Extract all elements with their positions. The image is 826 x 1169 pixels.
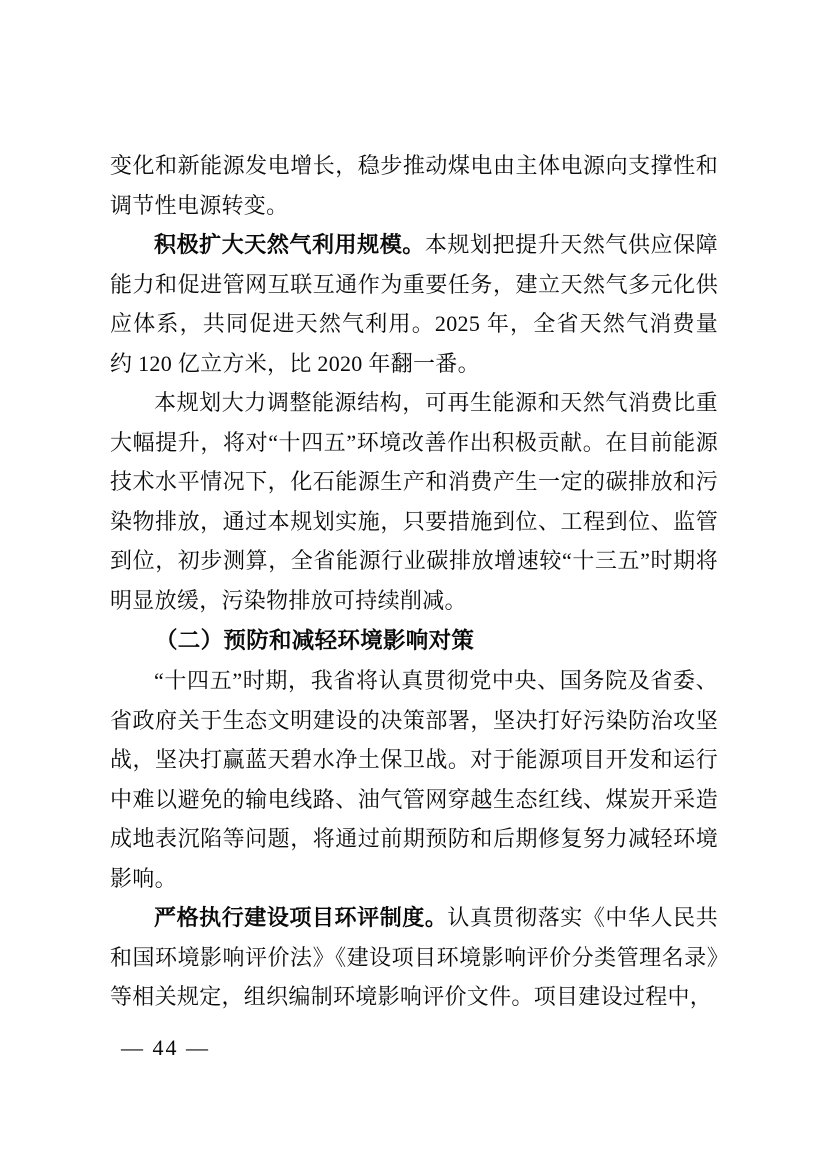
page-number: — 44 — xyxy=(121,1035,210,1060)
paragraph-eia-system xyxy=(110,898,718,1017)
paragraph-text: 认真贯彻落实《中华人民共和国环境影响评价法》《建设项目环境影响评价分类管理名录》等相关规定，组织编制环境影响评价文件。项目建设过程中， xyxy=(110,905,718,1009)
section-heading-prevention: （二）预防和减轻环境影响对策 xyxy=(155,628,475,653)
paragraph-text: “十四五”时期，我省将认真贯彻党中央、国务院及省委、省政府关于生态文明建设的决策部署，坚决打好污染防治攻坚战，坚决打赢蓝天碧水净土保卫战。对于能源项目开发和运行中难以避免的输电线路、油气管网穿越生态红线、煤炭开采造成地表沉陷等问题，将通过前期预防和后期修复努力减轻环境影响。 xyxy=(110,668,718,891)
paragraph-gas-utilization xyxy=(110,225,718,383)
paragraph-energy-structure xyxy=(110,383,718,620)
page-body xyxy=(110,146,718,1017)
paragraph-text: 变化和新能源发电增长，稳步推动煤电由主体电源向支撑性和调节性电源转变。 xyxy=(110,153,718,218)
page-footer xyxy=(121,1033,210,1063)
paragraph-pollution-prevention xyxy=(110,661,718,898)
paragraph-coal-power-transition xyxy=(110,146,718,225)
paragraph-text: 本规划把提升天然气供应保障能力和促进管网互联互通作为重要任务，建立天然气多元化供应体系，共同促进天然气利用。2025 年，全省天然气消费量约 120 亿立方米，比 2020 年翻一番。 xyxy=(110,232,718,376)
paragraph-bold-lead: 积极扩大天然气利用规模。 xyxy=(154,232,425,257)
paragraph-bold-lead: 严格执行建设项目环评制度。 xyxy=(154,905,448,930)
paragraph-text: 本规划大力调整能源结构，可再生能源和天然气消费比重大幅提升，将对“十四五”环境改善作出积极贡献。在目前能源技术水平情况下，化石能源生产和消费产生一定的碳排放和污染物排放，通过本规划实施，只要措施到位、工程到位、监管到位，初步测算，全省能源行业碳排放增速较“十三五”时期将明显放缓，污染物排放可持续削减。 xyxy=(110,390,718,613)
